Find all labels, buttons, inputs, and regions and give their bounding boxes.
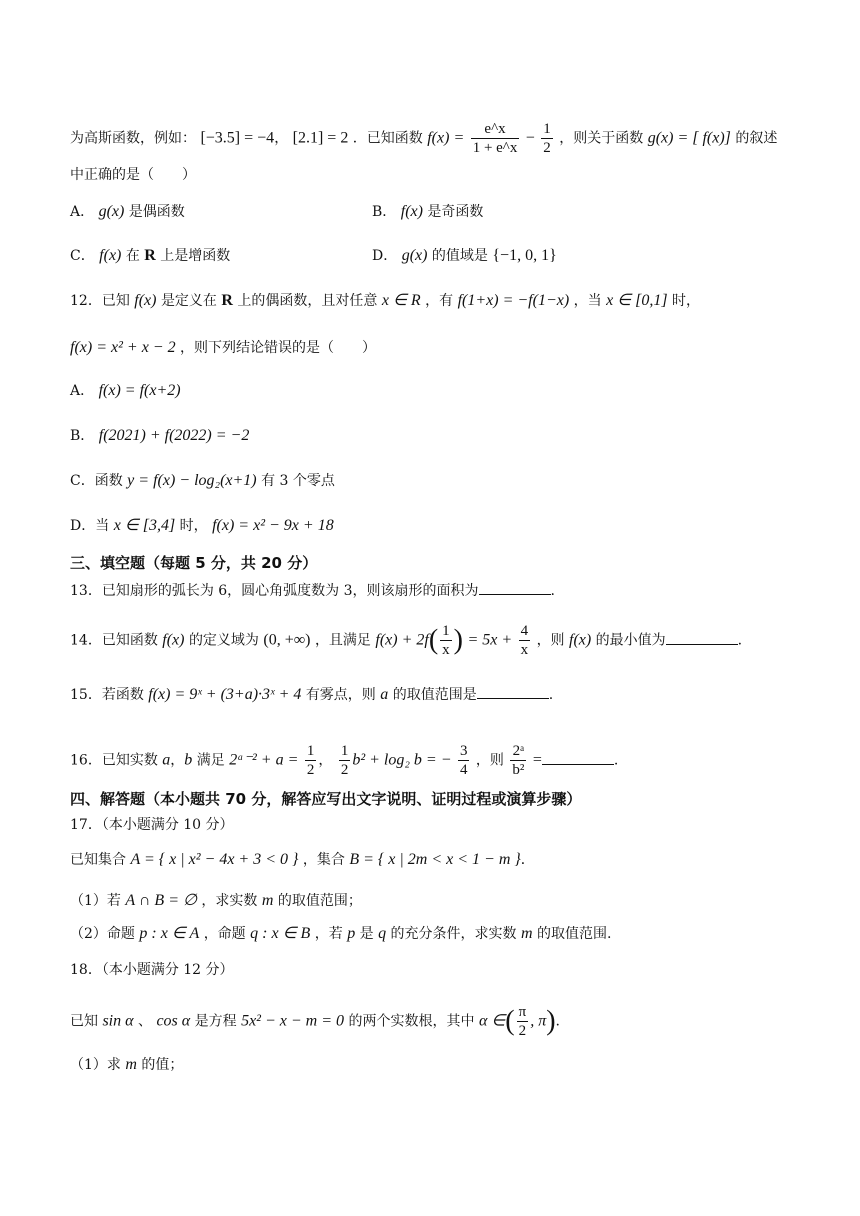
q11-half: $\frac{1}{2}$ — [543, 121, 551, 156]
q18-header: 18．（本小题满分 12 分） — [70, 962, 234, 978]
q17-part-1: （1）若 A ∩ B = ∅ ，求实数 m 的取值范围； — [70, 892, 362, 909]
section-4-heading: 四、解答题（本小题共 70 分，解答应写出文字说明、证明过程或演算步骤） — [70, 790, 582, 808]
q11-stem-line1: 为高斯函数，例如： [−3.5] = −4， [2.1] = 2 ．已知函数 f(x) = $\frac{e\^{}x}{1 + e\^{}x}$ − $\frac{1}{2}$ ，则关于函数 g(x) = [ f(x)] 的叙述 — [70, 121, 778, 156]
q17-stem: 已知集合 A = { x | x² − 4x + 3 < 0 } ，集合 B = { x | 2m < x < 1 − m }． — [70, 851, 535, 868]
q11-stem-line2: 中正确的是（ ） — [70, 167, 196, 183]
q12-option-b[interactable]: B． f(2021) + f(2022) = −2 — [70, 427, 250, 444]
q11-option-b[interactable]: B． f(x) 是奇函数 — [372, 203, 484, 220]
q16-ratio: $\frac{\text{2ᵃ}}{\text{b²}}$ — [512, 743, 525, 778]
q16-half-2: $\frac{1}{2}$ — [340, 743, 349, 778]
q15: 15．若函数 f(x) = 9ˣ + (3+a)·3ˣ + 4 有雾点，则 a 的取值范围是 . — [70, 686, 554, 703]
q17-part-2: （2）命题 p : x ∈ A ，命题 q : x ∈ B ，若 p 是 q 的充分条件，求实数 m 的取值范围. — [70, 925, 612, 942]
q13-answer-blank[interactable] — [479, 580, 551, 595]
q16: 16．已知实数 a，b 满足 2ᵃ⁻² + a = $\frac{1}{2}$ ， $\frac{1}{2}$ b² + log₂ b = − $\frac{3}{4}$ ，则 $\frac{\text{2ᵃ}}{\text{b²}}$ = . — [70, 743, 619, 778]
q11-option-d[interactable]: D． g(x) 的值域是 {−1, 0, 1} — [372, 247, 557, 264]
q12-stem-line2: f(x) = x² + x − 2 ，则下列结论错误的是（ ） — [70, 339, 377, 356]
q12-stem-line1: 12．已知 f(x) 是定义在 R 上的偶函数，且对任意 x ∈ R ，有 f(1+x) = −f(1−x) ，当 x ∈ [0,1] 时， — [70, 292, 701, 309]
q16-answer-blank[interactable] — [542, 750, 614, 765]
q16-three-quarters: $\frac{3}{4}$ — [459, 743, 468, 778]
q18-part-1: （1）求 m 的值； — [70, 1056, 184, 1073]
q13: 13．已知扇形的弧长为 6，圆心角弧度数为 3，则该扇形的面积为 . — [70, 580, 555, 601]
q14-answer-blank[interactable] — [666, 630, 738, 645]
q14-inner-fraction: $\frac{1}{x}$ — [442, 623, 450, 658]
q11-gx-def: g(x) = [ f(x)] — [647, 129, 731, 147]
q18-stem: 已知 sin α 、 cos α 是方程 5x² − x − m = 0 的两个实数根，其中 α ∈( $\frac{\pi}{2}$ , π). — [70, 1004, 560, 1039]
q11-example-2: [2.1] = 2 — [292, 129, 349, 147]
q17-header: 17．（本小题满分 10 分） — [70, 817, 234, 833]
q14-fraction: $\frac{4}{x}$ — [520, 623, 529, 658]
q12-option-d[interactable]: D．当 x ∈ [3,4] 时， f(x) = x² − 9x + 18 — [70, 517, 334, 534]
q11-option-c[interactable]: C． f(x) 在 R 上是增函数 — [70, 247, 231, 264]
section-3-heading: 三、填空题（每题 5 分，共 20 分） — [70, 554, 318, 572]
q15-answer-blank[interactable] — [477, 684, 549, 699]
q12-option-a[interactable]: A． f(x) = f(x+2) — [70, 382, 181, 399]
q11-example-1: [−3.5] = −4 — [200, 129, 275, 147]
q11-fx-def: f(x) = — [427, 129, 465, 147]
q11-fraction: $\frac{e\^{}x}{1 + e\^{}x}$ — [472, 121, 518, 156]
q14: 14．已知函数 f(x) 的定义域为 (0, +∞) ，且满足 f(x) + 2f( $\frac{1}{x}$ ) = 5x + $\frac{4}{x}$ ，则 f(x) 的最小值为 . — [70, 623, 743, 658]
q11-option-a[interactable]: A． g(x) 是偶函数 — [70, 203, 185, 220]
q12-option-c[interactable]: C．函数 y = f(x) − log₂(x+1) 有 3 个零点 — [70, 472, 335, 489]
q16-half: $\frac{1}{2}$ — [306, 743, 315, 778]
q18-pi-half: $\frac{\pi}{2}$ — [518, 1004, 527, 1039]
